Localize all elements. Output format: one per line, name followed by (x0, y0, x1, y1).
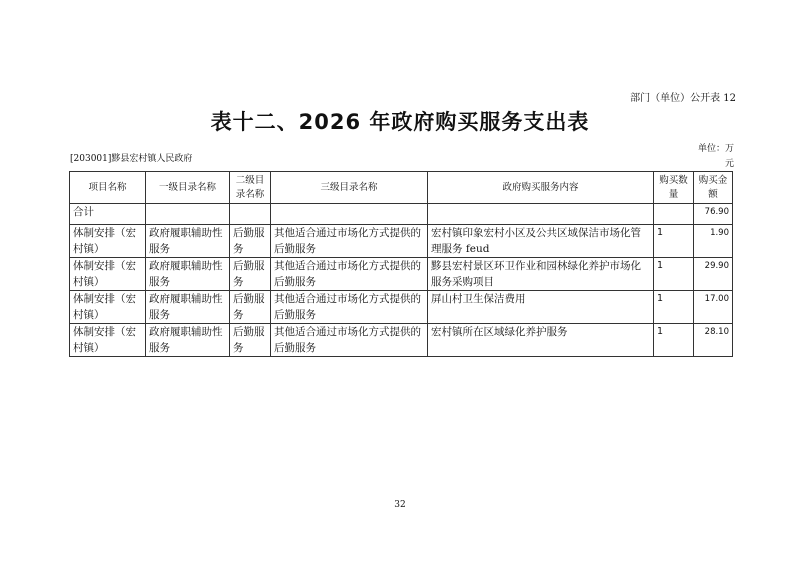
column-header: 项目名称 (70, 172, 146, 204)
total-amount: 76.90 (694, 204, 733, 225)
level2-cell: 后勤服务 (230, 291, 271, 324)
table-cell (428, 204, 654, 225)
table-cell (271, 204, 428, 225)
column-header: 购买金额 (694, 172, 733, 204)
content-cell: 宏村镇所在区域绿化养护服务 (428, 324, 654, 357)
column-header: 购买数量 (654, 172, 694, 204)
table-row (70, 225, 733, 258)
unit-note (698, 142, 734, 172)
amount-cell: 28.10 (694, 324, 733, 357)
column-header: 二级目录名称 (230, 172, 271, 204)
project-cell: 体制安排（宏村镇） (70, 258, 146, 291)
total-row (70, 204, 733, 225)
project-cell: 体制安排（宏村镇） (70, 225, 146, 258)
header-row (70, 172, 733, 204)
level3-cell: 其他适合通过市场化方式提供的后勤服务 (271, 258, 428, 291)
table-cell (146, 204, 230, 225)
level1-cell: 政府履职辅助性服务 (146, 258, 230, 291)
total-label: 合计 (70, 204, 146, 225)
level2-cell: 后勤服务 (230, 258, 271, 291)
quantity-cell: 1 (654, 324, 694, 357)
quantity-cell: 1 (654, 258, 694, 291)
level2-cell: 后勤服务 (230, 324, 271, 357)
form-number: 部门（单位）公开表 12 (630, 93, 736, 104)
table-row (70, 291, 733, 324)
procurement-table (69, 171, 733, 357)
level3-cell: 其他适合通过市场化方式提供的后勤服务 (271, 291, 428, 324)
level2-cell: 后勤服务 (230, 225, 271, 258)
content-cell: 屏山村卫生保洁费用 (428, 291, 654, 324)
level1-cell: 政府履职辅助性服务 (146, 225, 230, 258)
project-cell: 体制安排（宏村镇） (70, 291, 146, 324)
amount-cell: 1.90 (694, 225, 733, 258)
quantity-cell: 1 (654, 225, 694, 258)
content-cell: 宏村镇印象宏村小区及公共区域保洁市场化管理服务 feud (428, 225, 654, 258)
table-row (70, 258, 733, 291)
quantity-cell: 1 (654, 291, 694, 324)
table-row (70, 324, 733, 357)
project-cell: 体制安排（宏村镇） (70, 324, 146, 357)
level1-cell: 政府履职辅助性服务 (146, 291, 230, 324)
level3-cell: 其他适合通过市场化方式提供的后勤服务 (271, 225, 428, 258)
column-header: 三级目录名称 (271, 172, 428, 204)
level3-cell: 其他适合通过市场化方式提供的后勤服务 (271, 324, 428, 357)
column-header: 政府购买服务内容 (428, 172, 654, 204)
unit-note-line2: 元 (724, 159, 734, 169)
page-title: 表十二、2026 年政府购买服务支出表 (210, 110, 590, 134)
unit-note-line1: 单位：万 (697, 144, 734, 154)
organization-label: [203001]黟县宏村镇人民政府 (70, 154, 193, 164)
table-cell (654, 204, 694, 225)
page-number: 32 (394, 500, 406, 510)
content-cell: 黟县宏村景区环卫作业和园林绿化养护市场化服务采购项目 (428, 258, 654, 291)
level1-cell: 政府履职辅助性服务 (146, 324, 230, 357)
column-header: 一级目录名称 (146, 172, 230, 204)
table-cell (230, 204, 271, 225)
amount-cell: 29.90 (694, 258, 733, 291)
amount-cell: 17.00 (694, 291, 733, 324)
